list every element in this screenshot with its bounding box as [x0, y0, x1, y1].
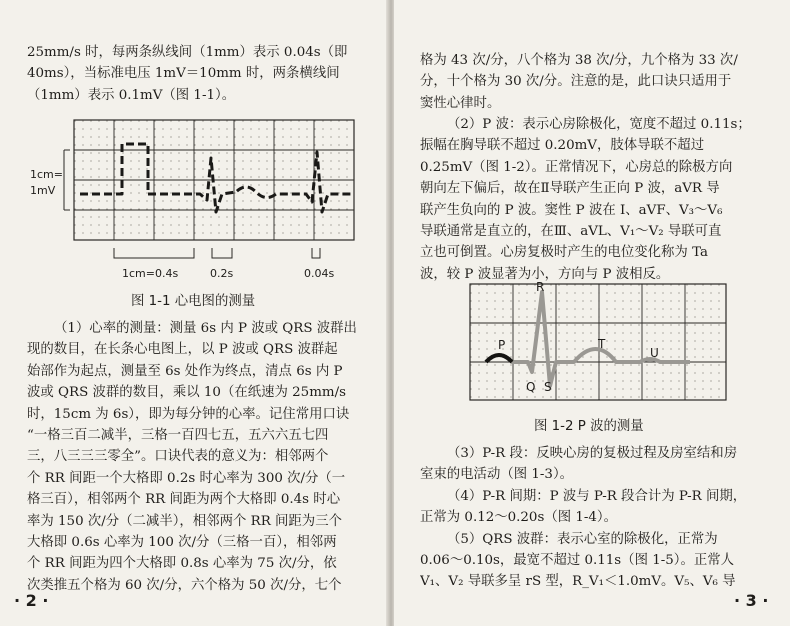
label-r: R — [536, 280, 545, 294]
text-line: （1mm）表示 0.1mV（图 1-1）。 — [27, 87, 236, 103]
right-page — [394, 0, 790, 626]
text-line: 室束的电活动（图 1-3）。 — [420, 467, 574, 483]
text-line: 窦性心律时。 — [420, 95, 501, 111]
text-line: 始部作为起点，测量至 6s 处作为终点，清点 6s 内 P — [27, 363, 343, 379]
text-line: 三，八三三三零全”。口诀代表的意义为：相邻两个 — [27, 449, 329, 465]
text-line: 率为 150 次/分（二减半），相邻两个 RR 间距为三个 — [27, 513, 342, 529]
right-top-text — [420, 50, 780, 114]
text-line: （3）P-R 段：反映心房的复极过程及房室结和房 — [447, 446, 738, 461]
right-page-number: · 3 · — [734, 591, 769, 610]
text-line: “一格三百二减半，三格一百四七五，五六六五七四 — [27, 428, 329, 444]
label-p: P — [498, 338, 506, 352]
figure-1-2-caption: 图 1-2 P 波的测量 — [534, 419, 644, 434]
text-line: 振幅在胸导联不超过 0.20mV，肢体导联不超过 — [420, 138, 705, 154]
text-line: 波，较 P 波显著为小，方向与 P 波相反。 — [420, 266, 670, 282]
text-line: 分，十个格为 30 次/分。注意的是，此口诀只适用于 — [420, 74, 732, 90]
label-t: T — [598, 337, 606, 351]
text-line: 格为 43 次/分，八个格为 38 次/分，九个格为 33 次/ — [420, 53, 738, 68]
left-intro-text — [27, 42, 377, 106]
figure-1-2 — [464, 280, 734, 430]
text-line: 40ms），当标准电压 1mV＝10mm 时，两条横线间 — [27, 66, 340, 82]
text-line: 格三百），相邻两个 RR 间距为两个大格即 0.4s 时心 — [27, 492, 341, 508]
y-label-top: 1cm= — [30, 168, 63, 181]
text-line: 次类推五个格为 60 次/分，六个格为 50 次/分，七个 — [27, 577, 342, 593]
right-pwave-text — [420, 114, 780, 285]
text-line: 朝向左下偏后，故在Ⅱ导联产生正向 P 波，aVR 导 — [420, 181, 720, 197]
ecg-scale-brackets — [114, 248, 320, 258]
text-line: 导联通常是直立的，在Ⅲ、aVL、V₁～V₂ 导联可直 — [420, 224, 722, 240]
text-line: 正常为 0.12～0.20s（图 1-4）。 — [420, 510, 618, 526]
figure-1-1-caption: 图 1-1 心电图的测量 — [131, 294, 256, 309]
ecg-bracket-1mv — [64, 150, 70, 210]
text-line: 波或 QRS 波群的数目，乘以 10（在纸速为 25mm/s — [27, 385, 346, 401]
text-line: 个 RR 间距一个大格即 0.2s 时心率为 300 次/分（一 — [27, 470, 346, 486]
label-s: S — [544, 380, 552, 394]
right-bottom-text — [420, 443, 780, 593]
text-line: 个 RR 间距为四个大格即 0.8s 心率为 75 次/分，依 — [27, 556, 337, 572]
label-u: U — [650, 346, 659, 360]
text-line: （5）QRS 波群：表示心室的除极化，正常为 — [447, 531, 718, 547]
text-line: 0.06～0.10s，最宽不超过 0.11s（图 1-5）。正常人 — [420, 553, 735, 569]
text-line: 大格即 0.6s 心率为 100 次/分（三格一百），相邻两 — [27, 535, 337, 551]
y-label-bottom: 1mV — [30, 184, 56, 197]
text-line: （2）P 波：表示心房除极化，宽度不超过 0.11s； — [447, 117, 751, 132]
text-line: （4）P-R 间期：P 波与 P-R 段合计为 P-R 间期， — [447, 488, 747, 504]
text-line: 时，15cm 为 6s），即为每分钟的心率。记住常用口诀 — [27, 406, 350, 422]
left-body-text — [27, 318, 379, 596]
text-line: 0.25mV（图 1-2）。正常情况下，心房总的除极方向 — [420, 159, 733, 175]
text-line: 25mm/s 时，每两条纵线间（1mm）表示 0.04s（即 — [27, 45, 348, 60]
scale-label-0-4s: 1cm=0.4s — [122, 267, 179, 280]
text-line: （1）心率的测量：测量 6s 内 P 波或 QRS 波群出 — [54, 321, 357, 336]
figure-1-1 — [0, 108, 388, 308]
text-line: 现的数目，在长条心电图上，以 P 波或 QRS 波群起 — [27, 342, 338, 358]
text-line: 立也可倒置。心房复极时产生的电位变化称为 Ta — [420, 245, 708, 261]
label-q: Q — [526, 380, 536, 394]
scale-label-0-2s: 0.2s — [210, 267, 234, 280]
scale-label-0-04s: 0.04s — [304, 267, 335, 280]
left-page — [0, 0, 388, 626]
text-line: V₁、V₂ 导联多呈 rS 型，R_V₁＜1.0mV。V₅、V₆ 导 — [420, 574, 736, 590]
text-line: 联产生负向的 P 波。窦性 P 波在 I、aVF、V₃～V₆ — [420, 202, 723, 218]
left-page-number: · 2 · — [14, 591, 49, 610]
